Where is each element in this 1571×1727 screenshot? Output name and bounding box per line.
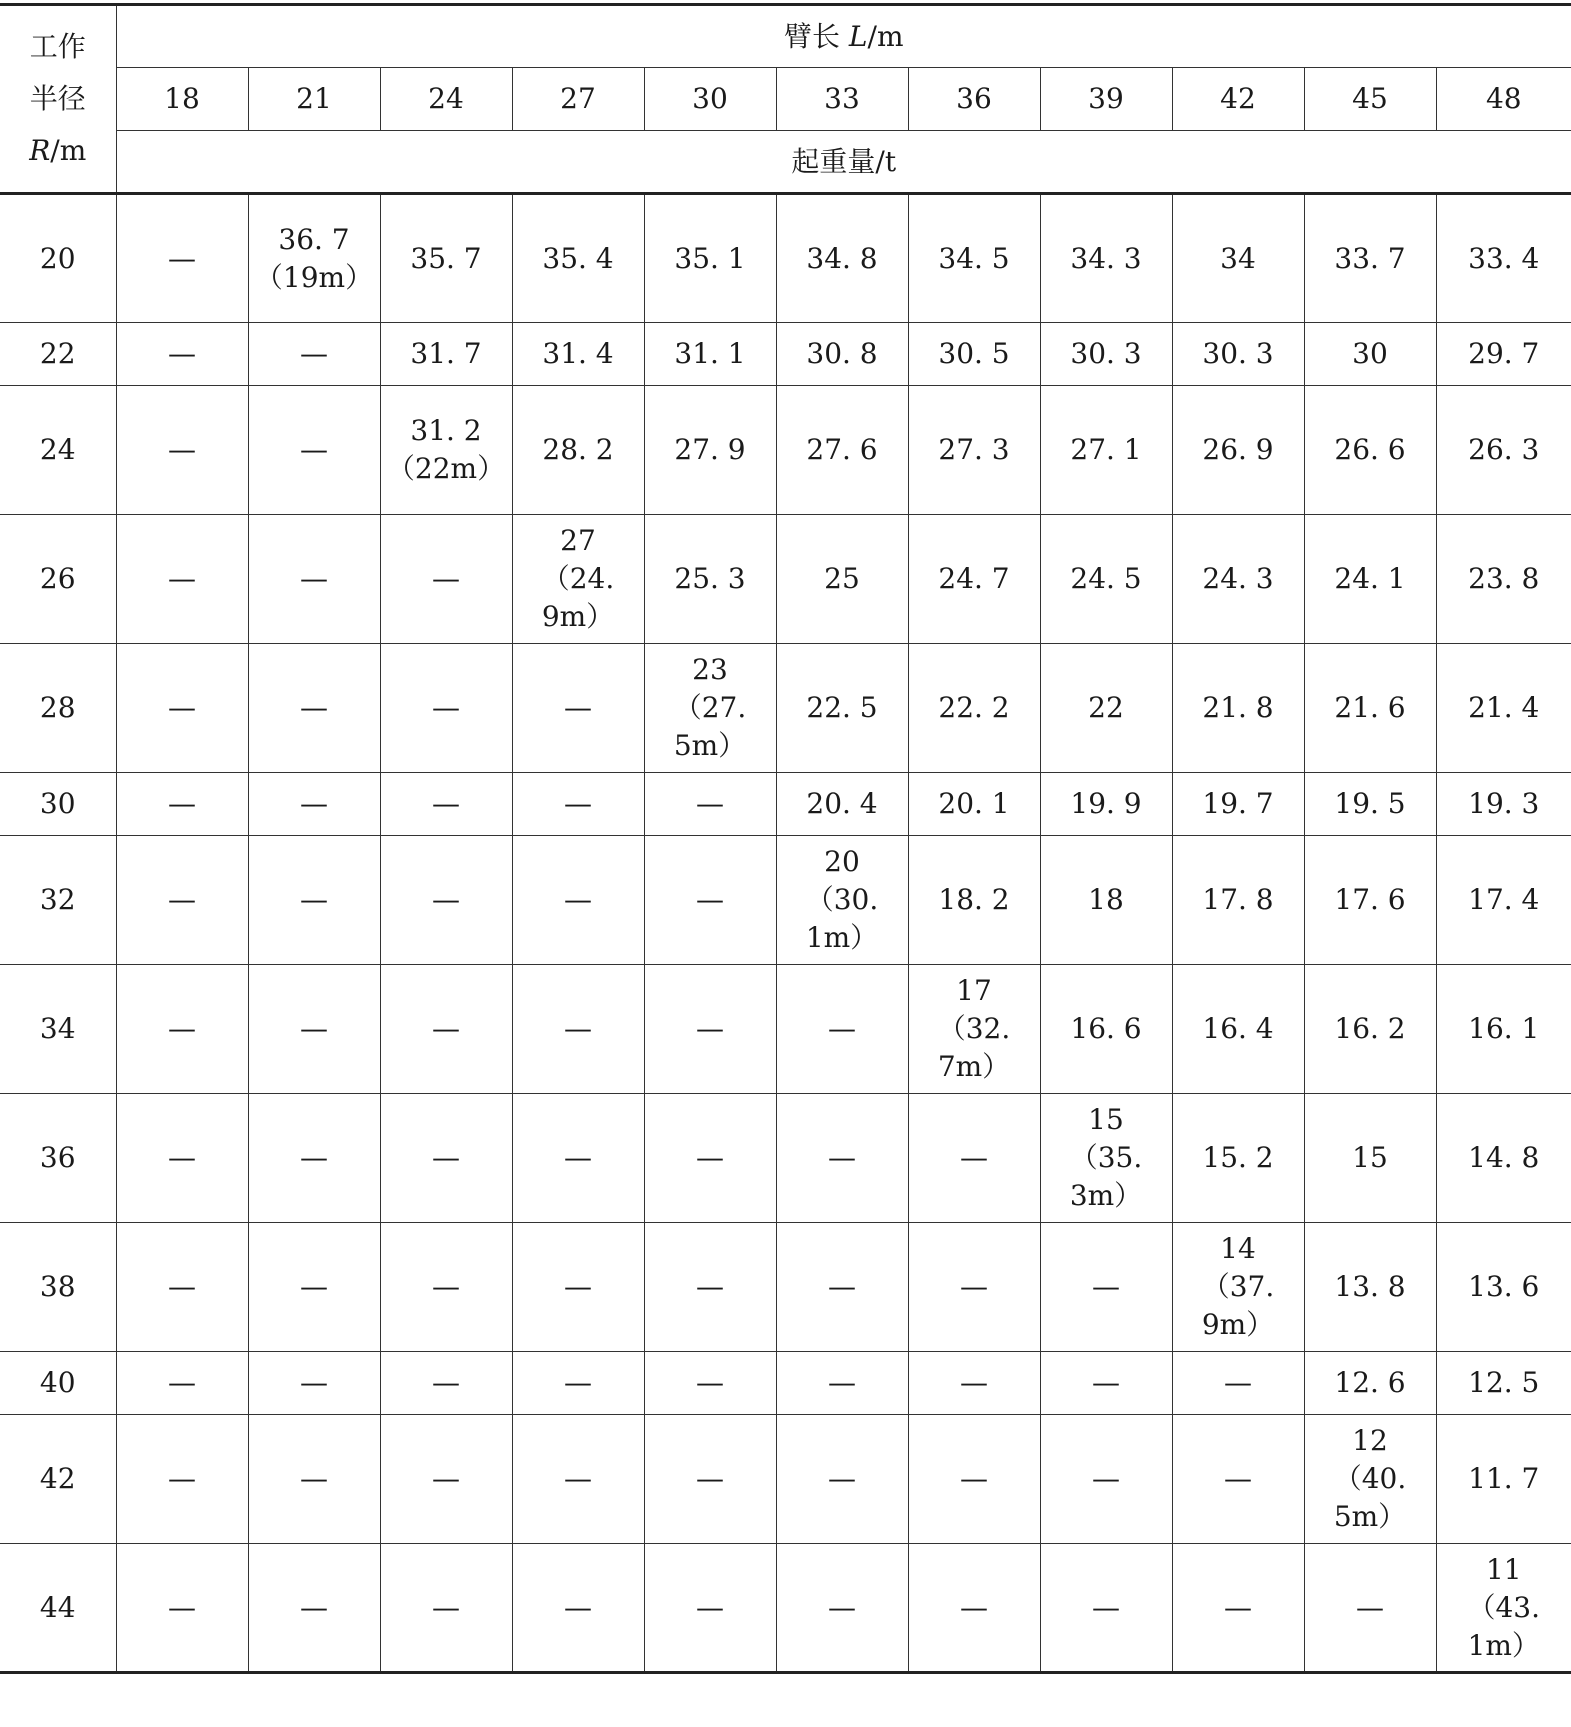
capacity-cell: 13. 8	[1304, 1223, 1436, 1352]
capacity-cell	[1436, 1544, 1571, 1673]
table-row	[0, 965, 1571, 1094]
capacity-cell: 19. 9	[1040, 773, 1172, 836]
capacity-cell: —	[248, 1094, 380, 1223]
boom-length-cell: 27	[512, 68, 644, 131]
boom-length-unit: /m	[867, 19, 904, 53]
capacity-cell: —	[116, 1544, 248, 1673]
capacity-cell: 16. 4	[1172, 965, 1304, 1094]
capacity-cell: 24. 5	[1040, 515, 1172, 644]
capacity-value: 15	[1088, 1103, 1124, 1136]
capacity-cell: —	[908, 1544, 1040, 1673]
capacity-cell: —	[248, 1544, 380, 1673]
capacity-cell: —	[1040, 1415, 1172, 1544]
capacity-cell: —	[248, 773, 380, 836]
capacity-cell: 33. 7	[1304, 194, 1436, 323]
capacity-cell: 18	[1040, 836, 1172, 965]
boom-length-cell: 39	[1040, 68, 1172, 131]
capacity-cell: —	[380, 644, 512, 773]
capacity-cell: —	[248, 965, 380, 1094]
capacity-cell: 13. 6	[1436, 1223, 1571, 1352]
table-row	[0, 644, 1571, 773]
capacity-cell: 24. 1	[1304, 515, 1436, 644]
capacity-cell: 34. 8	[776, 194, 908, 323]
radius-header-unit: /m	[50, 134, 87, 167]
capacity-note: （32. 7m）	[937, 1012, 1011, 1083]
capacity-cell: 14. 8	[1436, 1094, 1571, 1223]
radius-header-line2: 半径	[29, 82, 86, 115]
capacity-cell: —	[248, 1415, 380, 1544]
capacity-cell: 17. 8	[1172, 836, 1304, 965]
capacity-cell: 22. 5	[776, 644, 908, 773]
capacity-cell: 16. 1	[1436, 965, 1571, 1094]
capacity-cell: —	[116, 1415, 248, 1544]
capacity-cell: 21. 6	[1304, 644, 1436, 773]
capacity-cell: 30	[1304, 323, 1436, 386]
capacity-cell: —	[776, 1352, 908, 1415]
capacity-cell: —	[908, 1223, 1040, 1352]
capacity-cell: 25. 3	[644, 515, 776, 644]
capacity-cell	[1304, 1415, 1436, 1544]
capacity-cell: 25	[776, 515, 908, 644]
capacity-cell: —	[644, 1352, 776, 1415]
capacity-cell: —	[116, 1094, 248, 1223]
capacity-note: （24. 9m）	[541, 562, 615, 633]
capacity-cell: 12. 6	[1304, 1352, 1436, 1415]
capacity-cell	[908, 965, 1040, 1094]
capacity-cell: 34. 3	[1040, 194, 1172, 323]
capacity-cell: 16. 6	[1040, 965, 1172, 1094]
boom-length-cell: 24	[380, 68, 512, 131]
capacity-cell: —	[644, 1544, 776, 1673]
capacity-value: 36. 7	[278, 222, 350, 256]
capacity-cell: 22. 2	[908, 644, 1040, 773]
radius-cell: 44	[0, 1544, 116, 1673]
capacity-cell: —	[248, 1223, 380, 1352]
capacity-cell	[248, 194, 380, 323]
radius-header-var: R	[29, 134, 51, 167]
table-row	[0, 1094, 1571, 1223]
capacity-cell: 29. 7	[1436, 323, 1571, 386]
radius-cell: 40	[0, 1352, 116, 1415]
boom-length-header	[116, 5, 1571, 68]
radius-header	[0, 5, 116, 194]
capacity-cell: —	[1304, 1544, 1436, 1673]
capacity-cell: 30. 3	[1040, 323, 1172, 386]
capacity-cell: —	[1040, 1223, 1172, 1352]
capacity-cell: 17. 6	[1304, 836, 1436, 965]
table-row	[0, 515, 1571, 644]
capacity-value: 27	[560, 524, 596, 557]
capacity-cell: 35. 7	[380, 194, 512, 323]
capacity-cell: 27. 3	[908, 386, 1040, 515]
capacity-cell: —	[644, 965, 776, 1094]
capacity-cell	[1040, 1094, 1172, 1223]
capacity-cell: 31. 7	[380, 323, 512, 386]
table-row	[0, 323, 1571, 386]
radius-cell: 30	[0, 773, 116, 836]
capacity-cell: 16. 2	[1304, 965, 1436, 1094]
capacity-cell: 26. 6	[1304, 386, 1436, 515]
capacity-cell: —	[116, 386, 248, 515]
capacity-cell: —	[512, 1352, 644, 1415]
capacity-cell: —	[248, 1352, 380, 1415]
radius-cell: 28	[0, 644, 116, 773]
capacity-cell: 19. 7	[1172, 773, 1304, 836]
radius-cell: 22	[0, 323, 116, 386]
capacity-cell: —	[380, 1094, 512, 1223]
capacity-cell: —	[512, 1544, 644, 1673]
capacity-cell: 28. 2	[512, 386, 644, 515]
capacity-cell: 20. 4	[776, 773, 908, 836]
capacity-cell: —	[116, 836, 248, 965]
capacity-cell: 33. 4	[1436, 194, 1571, 323]
capacity-note: （22m）	[386, 452, 506, 485]
table-row	[0, 1223, 1571, 1352]
capacity-cell: —	[248, 515, 380, 644]
capacity-cell: —	[380, 836, 512, 965]
capacity-cell: —	[380, 965, 512, 1094]
capacity-cell: —	[116, 323, 248, 386]
table-header	[0, 5, 1571, 194]
capacity-cell: 30. 5	[908, 323, 1040, 386]
capacity-cell: 26. 3	[1436, 386, 1571, 515]
capacity-header: 起重量/t	[116, 131, 1571, 194]
capacity-cell: —	[248, 644, 380, 773]
capacity-cell: —	[776, 1415, 908, 1544]
capacity-cell	[380, 386, 512, 515]
capacity-cell: —	[380, 515, 512, 644]
radius-cell: 36	[0, 1094, 116, 1223]
capacity-cell: —	[116, 644, 248, 773]
capacity-cell	[644, 644, 776, 773]
capacity-cell: —	[776, 1544, 908, 1673]
boom-length-cell: 18	[116, 68, 248, 131]
capacity-cell: 20. 1	[908, 773, 1040, 836]
capacity-cell: 11. 7	[1436, 1415, 1571, 1544]
capacity-cell: 26. 9	[1172, 386, 1304, 515]
capacity-cell: —	[380, 1352, 512, 1415]
radius-cell: 20	[0, 194, 116, 323]
capacity-cell	[776, 836, 908, 965]
capacity-cell: 12. 5	[1436, 1352, 1571, 1415]
capacity-cell: 19. 5	[1304, 773, 1436, 836]
crane-load-table	[0, 3, 1571, 1674]
capacity-cell: —	[512, 836, 644, 965]
capacity-cell: —	[512, 1223, 644, 1352]
radius-cell: 38	[0, 1223, 116, 1352]
capacity-cell: —	[116, 1223, 248, 1352]
capacity-cell: —	[512, 773, 644, 836]
table-body	[0, 194, 1571, 1673]
capacity-cell: —	[908, 1094, 1040, 1223]
capacity-cell: 34	[1172, 194, 1304, 323]
capacity-cell: —	[248, 323, 380, 386]
capacity-cell: 30. 8	[776, 323, 908, 386]
capacity-cell: —	[512, 1415, 644, 1544]
capacity-note: （43. 1m）	[1467, 1590, 1541, 1662]
capacity-cell: —	[116, 773, 248, 836]
capacity-cell: 19. 3	[1436, 773, 1571, 836]
table-row	[0, 836, 1571, 965]
capacity-cell: —	[1172, 1544, 1304, 1673]
capacity-cell	[512, 515, 644, 644]
boom-length-cell: 42	[1172, 68, 1304, 131]
radius-cell: 26	[0, 515, 116, 644]
boom-length-cell: 45	[1304, 68, 1436, 131]
capacity-cell: 27. 6	[776, 386, 908, 515]
capacity-cell: —	[776, 1223, 908, 1352]
table-row	[0, 1415, 1571, 1544]
capacity-cell: 31. 4	[512, 323, 644, 386]
capacity-cell: —	[380, 1223, 512, 1352]
capacity-note: （35. 3m）	[1069, 1141, 1143, 1212]
capacity-cell: —	[116, 1352, 248, 1415]
capacity-cell: 27. 1	[1040, 386, 1172, 515]
capacity-value: 14	[1220, 1232, 1256, 1265]
radius-cell: 32	[0, 836, 116, 965]
boom-length-cell: 36	[908, 68, 1040, 131]
capacity-cell: —	[512, 965, 644, 1094]
capacity-cell: —	[644, 1223, 776, 1352]
capacity-cell: —	[1040, 1544, 1172, 1673]
capacity-cell: —	[380, 1544, 512, 1673]
capacity-cell: —	[1172, 1415, 1304, 1544]
boom-length-label: 臂长	[784, 19, 849, 53]
capacity-cell: —	[116, 965, 248, 1094]
capacity-value: 31. 2	[410, 414, 482, 447]
boom-length-cell: 21	[248, 68, 380, 131]
boom-length-var: L	[848, 19, 868, 53]
boom-length-row	[0, 68, 1571, 131]
table-row	[0, 773, 1571, 836]
capacity-note: （37. 9m）	[1201, 1270, 1275, 1341]
capacity-cell: 30. 3	[1172, 323, 1304, 386]
capacity-cell: —	[512, 1094, 644, 1223]
capacity-cell: 24. 7	[908, 515, 1040, 644]
capacity-cell: —	[116, 515, 248, 644]
capacity-value: 12	[1352, 1424, 1388, 1457]
table-row	[0, 1544, 1571, 1673]
radius-cell: 42	[0, 1415, 116, 1544]
capacity-cell: —	[776, 1094, 908, 1223]
capacity-cell: —	[248, 836, 380, 965]
boom-length-cell: 48	[1436, 68, 1571, 131]
capacity-cell: 34. 5	[908, 194, 1040, 323]
capacity-value: 11	[1485, 1552, 1522, 1586]
radius-cell: 24	[0, 386, 116, 515]
capacity-cell: 31. 1	[644, 323, 776, 386]
capacity-cell: 35. 1	[644, 194, 776, 323]
capacity-note: （40. 5m）	[1333, 1462, 1407, 1533]
capacity-note: （19m）	[254, 260, 374, 294]
capacity-value: 20	[824, 845, 860, 878]
capacity-cell: 35. 4	[512, 194, 644, 323]
capacity-cell: —	[644, 773, 776, 836]
capacity-cell: 27. 9	[644, 386, 776, 515]
table-row	[0, 194, 1571, 323]
capacity-cell: —	[1040, 1352, 1172, 1415]
capacity-cell: 15	[1304, 1094, 1436, 1223]
boom-length-cell: 33	[776, 68, 908, 131]
capacity-cell: —	[644, 836, 776, 965]
capacity-cell: —	[248, 386, 380, 515]
capacity-value: 17	[956, 974, 992, 1007]
capacity-cell: 15. 2	[1172, 1094, 1304, 1223]
capacity-cell: —	[644, 1094, 776, 1223]
capacity-cell: —	[1172, 1352, 1304, 1415]
capacity-cell: —	[512, 644, 644, 773]
capacity-cell: —	[908, 1415, 1040, 1544]
capacity-cell: —	[644, 1415, 776, 1544]
capacity-note: （30. 1m）	[805, 883, 879, 954]
radius-header-line1: 工作	[29, 30, 86, 63]
capacity-cell: 24. 3	[1172, 515, 1304, 644]
capacity-cell	[1172, 1223, 1304, 1352]
capacity-cell: —	[380, 1415, 512, 1544]
boom-length-cell: 30	[644, 68, 776, 131]
capacity-cell: 17. 4	[1436, 836, 1571, 965]
radius-cell: 34	[0, 965, 116, 1094]
capacity-cell: —	[908, 1352, 1040, 1415]
capacity-cell: —	[116, 194, 248, 323]
capacity-note: （27. 5m）	[673, 691, 747, 762]
capacity-cell: 18. 2	[908, 836, 1040, 965]
capacity-value: 23	[692, 653, 728, 686]
table-row	[0, 386, 1571, 515]
capacity-cell: 23. 8	[1436, 515, 1571, 644]
capacity-cell: —	[776, 965, 908, 1094]
capacity-cell: 21. 4	[1436, 644, 1571, 773]
capacity-cell: 22	[1040, 644, 1172, 773]
capacity-cell: 21. 8	[1172, 644, 1304, 773]
table-row	[0, 1352, 1571, 1415]
capacity-cell: —	[380, 773, 512, 836]
